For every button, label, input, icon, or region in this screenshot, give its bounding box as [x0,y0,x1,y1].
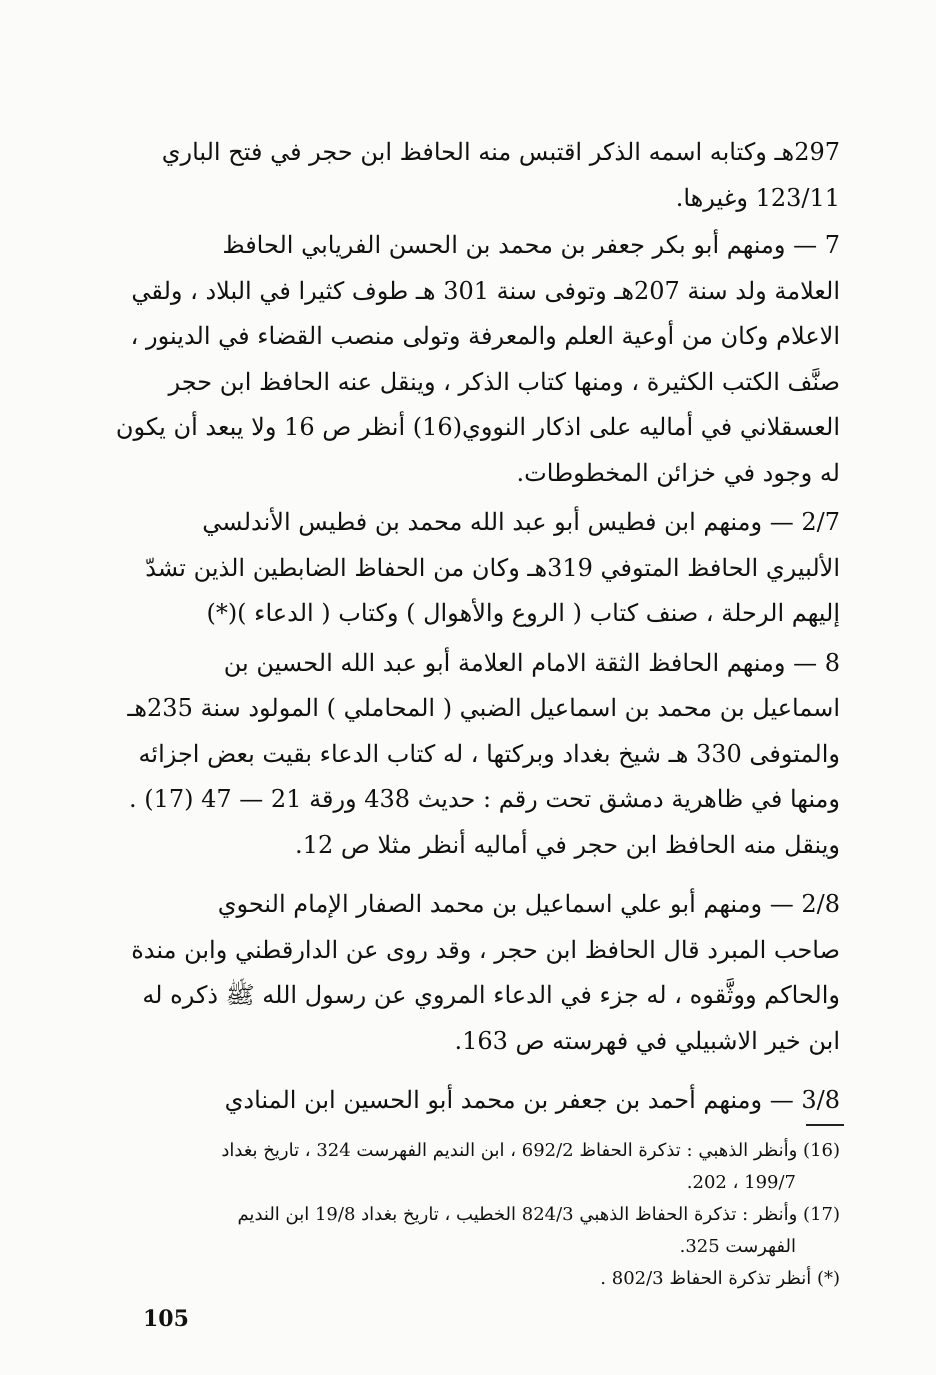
text-line: له وجود في خزائن المخطوطات. [516,458,840,487]
footnote-line: (17) وأنظر : تذكرة الحفاظ الذهبي 824/3 الخطيب ، تاريخ بغداد 19/8 ابن النديم [237,1204,840,1225]
text-line: صنَّف الكتب الكثيرة ، ومنها كتاب الذكر ، وينقل عنه الحافظ ابن حجر [168,367,840,396]
paragraph-8 [127,641,840,869]
footnote-16 [150,1135,840,1199]
main-text [115,130,840,1124]
text-line: الاعلام وكان من أوعية العلم والمعرفة وتولى منصب القضاء في الدينور ، [130,322,840,350]
paragraph-2-8 [131,882,840,1064]
text-line: 7 — ومنهم أبو بكر جعفر بن محمد بن الحسن الفريابي الحافظ [222,231,840,259]
text-line: 2/7 — ومنهم ابن فطيس أبو عبد الله محمد بن فطيس الأندلسي [202,508,840,536]
text-line: والمتوفى 330 هـ شيخ بغداد وبركتها ، له كتاب الدعاء بقيت بعض اجزائه [138,739,840,768]
text-line: 8 — ومنهم الحافظ الثقة الامام العلامة أبو عبد الله الحسين بن [223,648,840,677]
text-line: اسماعيل بن محمد بن اسماعيل الضبي ( المحاملي ) المولود سنة 235هـ [127,694,840,722]
footnote-star [150,1263,840,1295]
text-line: 3/8 — ومنهم أحمد بن جعفر بن محمد أبو الحسين ابن المنادي [224,1086,840,1114]
footnote-line: 199/7 ، 202. [686,1172,796,1193]
footnote-line: (16) وأنظر الذهبي : تذكرة الحفاظ 692/2 ، ابن النديم الفهرست 324 ، تاريخ بغداد [221,1140,840,1161]
text-line: 297هـ وكتابه اسمه الذكر اقتبس منه الحافظ ابن حجر في فتح الباري [161,138,840,166]
text-line: ابن خير الاشبيلي في فهرسته ص 163. [454,1026,840,1055]
text-line: 2/8 — ومنهم أبو علي اسماعيل بن محمد الصفار الإمام النحوي [217,890,840,918]
text-line: 123/11 وغيرها. [675,183,840,212]
footnote-17 [150,1199,840,1263]
paragraph-1 [150,130,840,221]
text-line: والحاكم ووثَّقوه ، له جزء في الدعاء المروي عن رسول الله ﷺ ذكره له [142,981,840,1009]
paragraph-2-7 [145,500,840,637]
footnote-separator [806,1124,844,1126]
paragraph-7 [115,223,840,496]
text-line: العسقلاني في أماليه على اذكار النووي(16) أنظر ص 16 ولا يبعد أن يكون [115,413,840,441]
text-line: الألبيري الحافظ المتوفي 319هـ وكان من الحفاظ الضابطين الذين تشدّ [145,553,840,582]
text-line: ومنها في ظاهرية دمشق تحت رقم : حديث 438 ورقة 21 — 47 (17) . [128,785,840,813]
footnote-line: الفهرست 325. [679,1236,796,1257]
paragraph-3-8 [150,1078,840,1124]
text-line: وينقل منه الحافظ ابن حجر في أماليه أنظر مثلا ص 12. [295,830,840,859]
footnote-line: (*) أنظر تذكرة الحفاظ 802/3 . [600,1268,840,1289]
footnotes [150,1135,840,1295]
text-line: العلامة ولد سنة 207هـ وتوفى سنة 301 هـ طوف كثيرا في البلاد ، ولقي [131,276,840,305]
page-number: 105 [143,1306,189,1332]
text-line: صاحب المبرد قال الحافظ ابن حجر ، وقد روى عن الدارقطني وابن مندة [131,935,840,964]
text-line: إليهم الرحلة ، صنف كتاب ( الروع والأهوال ) وكتاب ( الدعاء )(*) [206,599,840,627]
